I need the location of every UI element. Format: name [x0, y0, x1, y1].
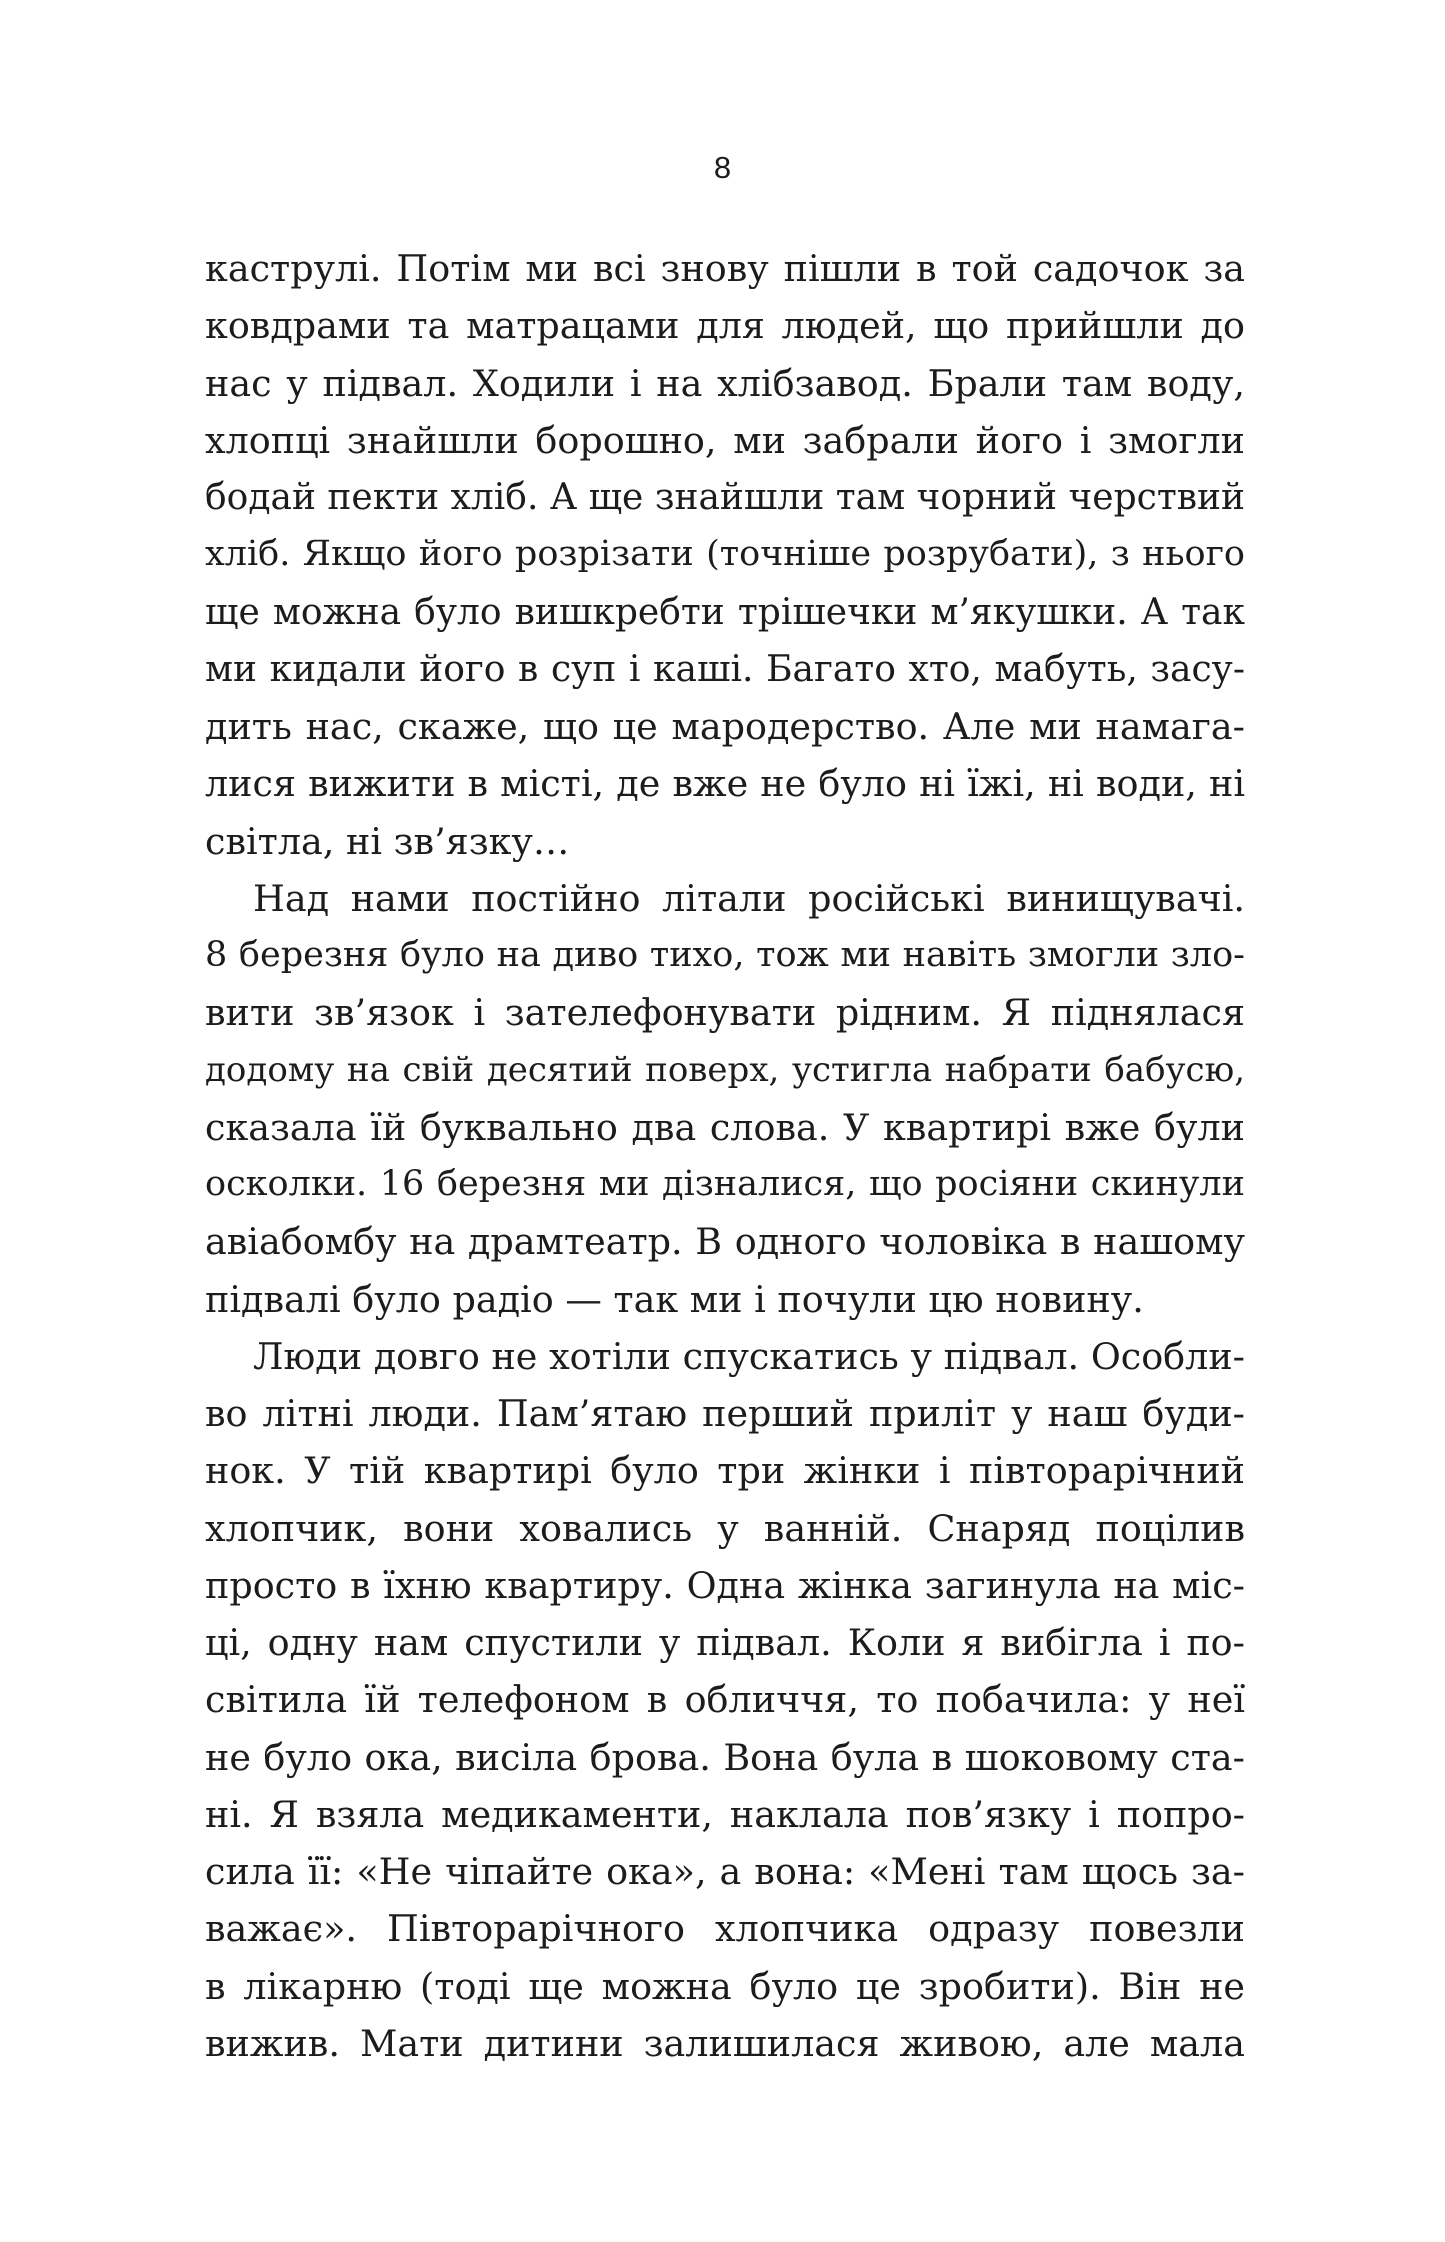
- text-line: важає». Півторарічного хлопчика одразу повезли: [205, 1907, 1245, 1951]
- text-line: в лікарню (тоді ще можна було це зробити). Він не: [205, 1964, 1245, 2008]
- text-line: осколки. 16 березня ми дізналися, що росіяни скинули: [205, 1164, 1245, 1204]
- text-line: вижив. Мати дитини залишилася живою, але мала: [205, 2021, 1245, 2065]
- paragraph-first-line: Люди довго не хотіли спускатись у підвал. Особли-: [253, 1334, 1245, 1378]
- text-line: сказала їй буквально два слова. У квартирі вже були: [205, 1105, 1245, 1149]
- text-line: во літні люди. Пам’ятаю перший приліт у наш буди-: [205, 1392, 1245, 1435]
- text-line: авіабомбу на драмтеатр. В одного чоловіка в нашому: [205, 1220, 1245, 1264]
- text-line: світила їй телефоном в обличчя, то побачила: у неї: [205, 1678, 1245, 1722]
- text-line: нас у підвал. Ходили і на хлібзавод. Брали там воду,: [205, 361, 1245, 405]
- body-text: [205, 240, 1245, 2072]
- text-line: дить нас, скаже, що це мародерство. Але ми намага-: [205, 705, 1245, 748]
- text-line: 8 березня було на диво тихо, тож ми навіть змогли зло-: [205, 935, 1245, 975]
- text-line: ковдрами та матрацами для людей, що прийшли до: [205, 304, 1245, 348]
- text-line: ні. Я взяла медикаменти, наклала пов’язку і попро-: [205, 1792, 1245, 1836]
- text-line: ці, одну нам спустили у підвал. Коли я вибігла і по-: [205, 1621, 1245, 1664]
- text-line: сила її: «Не чіпайте ока», а вона: «Мені там щось за-: [205, 1850, 1245, 1893]
- text-line: хлопці знайшли борошно, ми забрали його і змогли: [205, 418, 1245, 462]
- text-line: світла, ні зв’язку…: [205, 819, 570, 863]
- text-line: лися вижити в місті, де вже не було ні їжі, ні води, ні: [205, 762, 1245, 806]
- text-line: не було ока, висіла брова. Вона була в шоковому ста-: [205, 1735, 1245, 1779]
- text-line: каструлі. Потім ми всі знову пішли в той садочок за: [205, 247, 1245, 290]
- text-line: вити зв’язок і зателефонувати рідним. Я піднялася: [205, 991, 1245, 1035]
- text-line: просто в їхню квартиру. Одна жінка загинула на міс-: [205, 1563, 1245, 1607]
- text-line: хлопчик, вони ховались у ванній. Снаряд поцілив: [205, 1506, 1245, 1550]
- text-line: ми кидали його в суп і каші. Багато хто, мабуть, засу-: [205, 648, 1245, 690]
- text-line: додому на свій десятий поверх, устигла набрати бабусю,: [205, 1049, 1245, 1090]
- text-line: нок. У тій квартирі було три жінки і півторарічний: [205, 1449, 1245, 1493]
- text-line: ще можна було вишкребти трішечки м’якушки. А так: [205, 591, 1245, 633]
- text-line: хліб. Якщо його розрізати (точніше розрубати), з нього: [205, 534, 1245, 575]
- text-line: підвалі було радіо — так ми і почули цю новину.: [205, 1277, 1144, 1321]
- page-number: 8: [713, 150, 732, 185]
- text-line: бодай пекти хліб. А ще знайшли там чорний черствий: [205, 477, 1245, 518]
- paragraph-first-line: Над нами постійно літали російські винищувачі.: [253, 876, 1245, 920]
